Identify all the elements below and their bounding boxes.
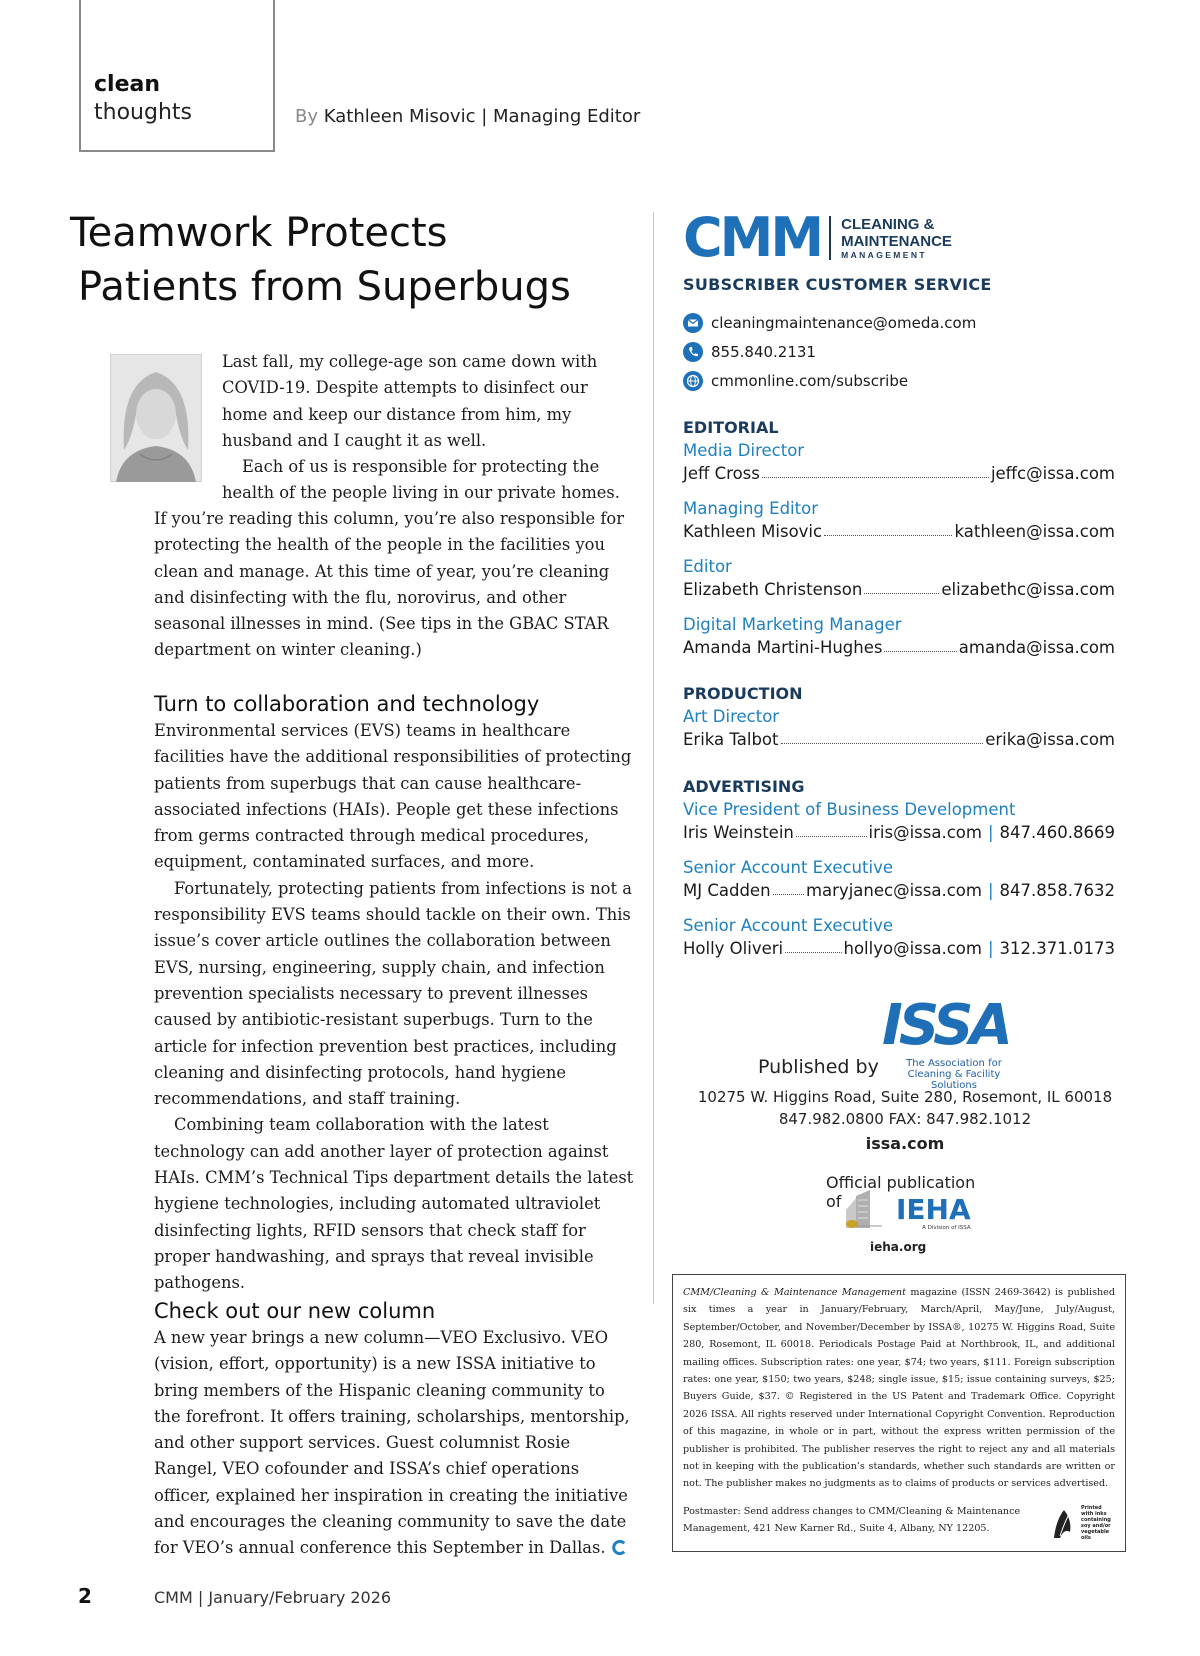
subscriber-web-text: cmmonline.com/subscribe [711, 372, 909, 390]
ieha-building-icon [842, 1188, 894, 1232]
issa-tagline-1: The Association for [906, 1058, 1002, 1069]
cmm-logo-subtext [841, 216, 952, 261]
footer-issue: CMM | January/February 2026 [154, 1588, 392, 1607]
intro-paragraph-2-rest: If you’re reading this column, you’re also responsible for protecting the health of the people in the facilities you clean and manage. At this time of year, you’re cleaning and disinfecting with the flu, norovirus, and other seasonal illnesses in mind. (See tips in the GBAC STAR department on winter cleaning.) [154, 509, 624, 660]
pipe-separator: | [987, 939, 994, 958]
role-senior-account-executive-2: Senior Account Executive [683, 916, 893, 935]
author-photo [110, 354, 202, 482]
leader-dots [884, 651, 956, 652]
subscriber-web [683, 371, 908, 391]
leader-dots [762, 477, 989, 478]
paragraph-combining: Combining team collaboration with the latest technology can add another layer of protection against HAIs. CMM’s Technical Tips department details the latest hygiene technologies, including automated ultraviolet disinfecting lights, RFID sensors that check staff for proper handwashing, and sprays that reveal invisible pathogens. [154, 1115, 634, 1293]
ieha-tagline: A Division of ISSA [922, 1225, 971, 1231]
paragraph-fortunately: Fortunately, protecting patients from infections is not a responsibility EVS teams should tackle on their own. This issue’s cover article outlines the collaboration between EVS, nursing, engineering, supply chain, and infection prevention specialists necessary to prevent illnesses caused by antibiotic-resistant superbugs. Turn to the article for infection prevention best practices, including cleaning and disinfecting protocols, hand hygiene recommendations, and staff training. [154, 878, 632, 1109]
intro-paragraph-2-start: Each of us is responsible for protecting the health of the people living in our private homes. [222, 457, 620, 503]
byline-by: By [295, 106, 319, 127]
staff-name: Elizabeth Christenson [683, 580, 863, 599]
ieha-logo-text: IEHA [896, 1193, 971, 1226]
issa-tagline [884, 1058, 1024, 1091]
postmaster-notice: Postmaster: Send address changes to CMM/Cleaning & Maintenance Management, 421 New Karner Rd., Suite 4, Albany, NY 12205. [683, 1505, 1021, 1535]
production-heading: PRODUCTION [683, 684, 803, 703]
issa-address: 10275 W. Higgins Road, Suite 280, Rosemont, IL 60018 [697, 1088, 1113, 1106]
column-label-thoughts: thoughts [94, 100, 192, 125]
phone-icon [683, 342, 703, 362]
subscriber-email [683, 313, 976, 333]
publication-notice-text: magazine (ISSN 2469-3642) is published six times a year in January/February, March/April, May/June, July/August, September/October, and November/December by ISSA®, 10275 W. Higgins Road, Suite 280, Rosemont, IL 60018. Periodicals Postage Paid at Northbrook, IL, and additional mailing offices. Subscription rates: one year, $74; two years, $111. Foreign subscription rates: one year, $150; two years, $248; single issue, $15; issue containing surveys, $25; Buyers Guide, $37. © Registered in the US Patent and Trademark Office. Copyright 2026 ISSA. All rights reserved under International Copyright Convention. Reproduction of this magazine, in whole or in part, without the express written permission of the publisher is prohibited. The publisher reserves the right to reject any and all materials not in keeping with the publication’s standards, whether such standards are written or not. The publisher makes no judgments as to claims of products or services advertised. [683, 1287, 1115, 1490]
staff-name: Kathleen Misovic [683, 522, 823, 541]
leader-dots [824, 535, 952, 536]
leader-dots [796, 836, 867, 837]
official-line2: of [826, 1192, 842, 1211]
staff-phone: 847.460.8669 [999, 823, 1115, 842]
intro-paragraph-1: Last fall, my college-age son came down with COVID-19. Despite attempts to disinfect our home and keep our distance from him, my husband and I caught it as well. [222, 352, 598, 450]
staff-email: kathleen@issa.com [954, 522, 1115, 541]
subscriber-heading: SUBSCRIBER CUSTOMER SERVICE [683, 275, 992, 294]
issa-phone-fax: 847.982.0800 FAX: 847.982.1012 [778, 1110, 1032, 1128]
globe-icon [683, 371, 703, 391]
official-line1: Official publication [826, 1173, 976, 1192]
staff-row-iris-weinstein [683, 823, 1115, 842]
cmm-logo-mark: CMM [683, 206, 822, 269]
staff-name: Amanda Martini-Hughes [683, 638, 883, 657]
publication-notice-box [672, 1274, 1126, 1552]
staff-email: jeffc@issa.com [990, 464, 1115, 483]
staff-email: amanda@issa.com [958, 638, 1115, 657]
leader-dots [781, 743, 984, 744]
paragraph-veo: A new year brings a new column—VEO Exclusivo. VEO (vision, effort, opportunity) is a new ISSA initiative to bring members of the Hispanic cleaning community to the forefront. It offers training, scholarships, mentorship, and other support services. Guest columnist Rosie Rangel, VEO cofounder and ISSA’s chief operations officer, explained her inspiration in creating the initiative and encourages the cleaning community to save the date for VEO’s annual conference this September in Dallas. [154, 1328, 630, 1558]
role-senior-account-executive-1: Senior Account Executive [683, 858, 893, 877]
section-heading-new-column: Check out our new column [154, 1299, 436, 1323]
section-heading-collaboration: Turn to collaboration and technology [154, 692, 540, 716]
cmm-logo-divider [829, 216, 831, 260]
staff-name: Erika Talbot [683, 730, 779, 749]
soy-ink-text: Printed with inks containing soy and/or vegetable oils [1081, 1505, 1111, 1541]
issa-logo: ISSA [882, 993, 1009, 1058]
email-icon [683, 313, 703, 333]
issa-url: issa.com [865, 1134, 945, 1153]
leader-dots [773, 894, 804, 895]
staff-email: iris@issa.com [868, 823, 982, 842]
staff-name: Iris Weinstein [683, 823, 794, 842]
role-managing-editor: Managing Editor [683, 499, 818, 518]
subscriber-phone-text: 855.840.2131 [711, 343, 816, 361]
soy-ink-icon [1050, 1506, 1078, 1540]
editorial-heading: EDITORIAL [683, 418, 779, 437]
role-editor: Editor [683, 557, 732, 576]
leader-dots [785, 952, 841, 953]
ieha-url: ieha.org [870, 1240, 927, 1254]
section-new-column [154, 1325, 634, 1562]
byline-author: Kathleen Misovic | Managing Editor [323, 106, 641, 127]
cmm-logo [683, 206, 952, 269]
staff-name: Jeff Cross [683, 464, 760, 483]
issa-tagline-2: Cleaning & Facility Solutions [907, 1069, 1001, 1091]
end-mark-icon [612, 1540, 627, 1555]
cmm-logo-sub3: MANAGEMENT [841, 249, 927, 260]
article-title-line2: Patients from Superbugs [78, 264, 571, 310]
publication-title: CMM/Cleaning & Maintenance Management [683, 1287, 906, 1298]
staff-row-holly-oliveri [683, 939, 1115, 958]
publication-notice [683, 1284, 1115, 1493]
column-divider [653, 212, 654, 1304]
published-by: Published by [758, 1056, 879, 1078]
staff-row-kathleen-misovic [683, 522, 1115, 541]
byline [295, 106, 640, 127]
cmm-logo-sub2: MAINTENANCE [841, 232, 952, 250]
paragraph-evs: Environmental services (EVS) teams in healthcare facilities have the additional responsibilities of protecting patients from superbugs that can cause healthcare-associated infections (HAIs). People get these infections from germs contracted through medical procedures, equipment, contaminated surfaces, and more. [154, 721, 632, 872]
staff-phone: 847.858.7632 [999, 881, 1115, 900]
role-digital-marketing-manager: Digital Marketing Manager [683, 615, 902, 634]
pipe-separator: | [987, 823, 994, 842]
staff-email: erika@issa.com [985, 730, 1115, 749]
article-title-line1: Teamwork Protects [70, 210, 448, 256]
page-number: 2 [78, 1584, 92, 1608]
staff-email: hollyo@issa.com [843, 939, 982, 958]
staff-row-mj-cadden [683, 881, 1115, 900]
cmm-logo-sub1: CLEANING & [841, 215, 935, 233]
section-collaboration [154, 718, 634, 1297]
ieha-wordmark [896, 1195, 971, 1232]
leader-dots [864, 593, 939, 594]
staff-row-erika-talbot [683, 730, 1115, 749]
staff-row-amanda-martini-hughes [683, 638, 1115, 657]
pipe-separator: | [987, 881, 994, 900]
staff-email: elizabethc@issa.com [941, 580, 1115, 599]
advertising-heading: ADVERTISING [683, 777, 805, 796]
column-label-clean: clean [94, 72, 161, 97]
staff-name: MJ Cadden [683, 881, 771, 900]
staff-row-elizabeth-christenson [683, 580, 1115, 599]
role-media-director: Media Director [683, 441, 805, 460]
staff-phone: 312.371.0173 [999, 939, 1115, 958]
staff-name: Holly Oliveri [683, 939, 784, 958]
subscriber-phone [683, 342, 816, 362]
ieha-logo [842, 1188, 971, 1232]
subscriber-email-text: cleaningmaintenance@omeda.com [711, 314, 977, 332]
staff-email: maryjanec@issa.com [805, 881, 982, 900]
role-art-director: Art Director [683, 707, 780, 726]
article-title [70, 206, 650, 314]
role-vp-business-development: Vice President of Business Development [683, 800, 1016, 819]
soy-ink-badge [1050, 1505, 1115, 1541]
staff-row-jeff-cross [683, 464, 1115, 483]
